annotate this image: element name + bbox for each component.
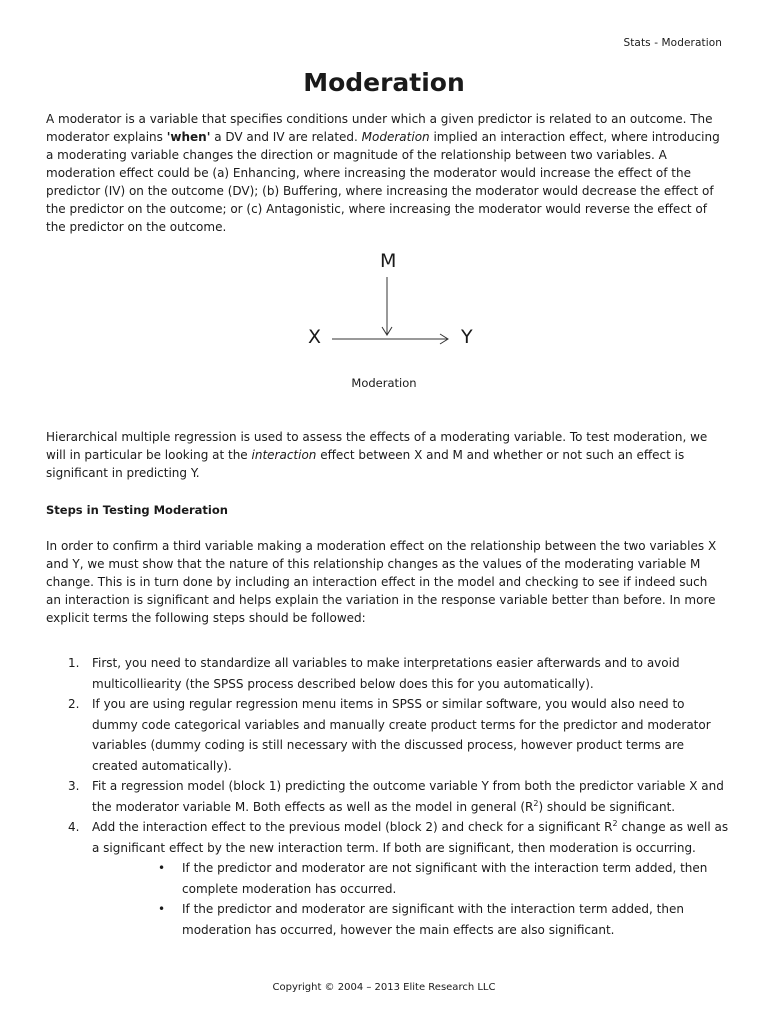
bullet-item: [116, 858, 730, 899]
superscript-2: 2: [612, 819, 618, 828]
bullet-dot-icon: •: [158, 861, 166, 875]
list-number: 1.: [68, 656, 80, 670]
list-number: 2.: [68, 697, 80, 711]
superscript-2: 2: [533, 798, 539, 808]
diagram-label-m: M: [380, 250, 397, 272]
steps-list: [46, 653, 730, 940]
hier-text-2: effect between X and M and whether or not such an effect is significant in predicting Y.: [46, 448, 685, 480]
steps-intro-paragraph: In order to confirm a third variable making a moderation effect on the relationship between the two variables X and Y, we must show that the nature of this relationship changes as the values of the moderating variable M change. This is in turn done by including an interaction effect in the model and checking to see if indeed such an interaction is significant and helps explain the variation in the response variable better than before. In more explicit terms the following steps should be followed:: [46, 539, 717, 625]
diagram-label-x: X: [308, 326, 322, 348]
list-item-text: First, you need to standardize all variables to make interpretations easier afterwards and to avoid multicolliearity (the SPSS process described below does this for you automatically).: [92, 656, 680, 691]
list-item-text: change as well as a significant effect by the new interaction term. If both are significant, then moderation is occurring.: [92, 820, 729, 855]
list-item: [46, 694, 730, 776]
intro-paragraph: [46, 110, 726, 236]
list-item-text: If you are using regular regression menu items in SPSS or similar software, you would also need to dummy code categorical variables and manually create product terms for the predictor and moderator variables (dummy coding is still necessary with the discussed process, however product terms are created automatically).: [92, 697, 711, 773]
page-title: Moderation: [303, 68, 465, 97]
copyright-footer: Copyright © 2004 – 2013 Elite Research LLC: [272, 982, 496, 993]
running-header: Stats - Moderation: [623, 37, 722, 49]
list-item-text: Add the interaction effect to the previous model (block 2) and check for a significant R: [92, 820, 613, 834]
list-item: [46, 817, 730, 940]
list-item: [46, 653, 730, 694]
diagram-label-y: Y: [461, 326, 473, 348]
bullet-text: If the predictor and moderator are significant with the interaction term added, then moderation has occurred, however the main effects are also significant.: [182, 902, 684, 937]
hier-italic-interaction: interaction: [251, 448, 317, 462]
bullet-text: If the predictor and moderator are not significant with the interaction term added, then complete moderation has occurred.: [182, 861, 708, 896]
intro-text-1: A moderator is a variable that specifies conditions under which a given predictor is related to an outcome. The moderator explains: [46, 112, 713, 144]
list-item-text: Fit a regression model (block 1) predicting the outcome variable Y from both the predictor variable X and the moderator variable M. Both effects as well as the model in general (R: [92, 779, 724, 814]
intro-text-3: implied an interaction effect, where introducing a moderating variable changes the direction or magnitude of the relationship between two variables. A moderation effect could be (a) Enhancing, where increasing the moderator would increase the effect of the predictor (IV) on the outcome (DV); (b) Buffering, where increasing the moderator would decrease the effect of the predictor on the outcome; or (c) Antagonistic, where increasing the moderator would reverse the effect of the predictor on the outcome.: [46, 130, 720, 234]
hier-text-1: Hierarchical multiple regression is used to assess the effects of a moderating variable. To test moderation, we will in particular be looking at the: [46, 430, 708, 462]
intro-italic-moderation: Moderation: [361, 130, 430, 144]
list-number: 4.: [68, 820, 80, 834]
moderation-diagram: [300, 250, 480, 360]
diagram-caption: Moderation: [351, 376, 417, 390]
intro-bold-when: 'when': [166, 130, 211, 144]
list-item-text: ) should be significant.: [538, 799, 676, 814]
list-number: 3.: [68, 779, 80, 793]
intro-text-2: a DV and IV are related.: [210, 130, 362, 144]
bullet-item: [116, 899, 730, 940]
hierarchical-paragraph: [46, 428, 726, 482]
bullet-dot-icon: •: [158, 902, 166, 916]
sub-bullet-list: [92, 858, 730, 940]
section-heading-steps: Steps in Testing Moderation: [46, 503, 228, 517]
list-item: [46, 776, 730, 817]
